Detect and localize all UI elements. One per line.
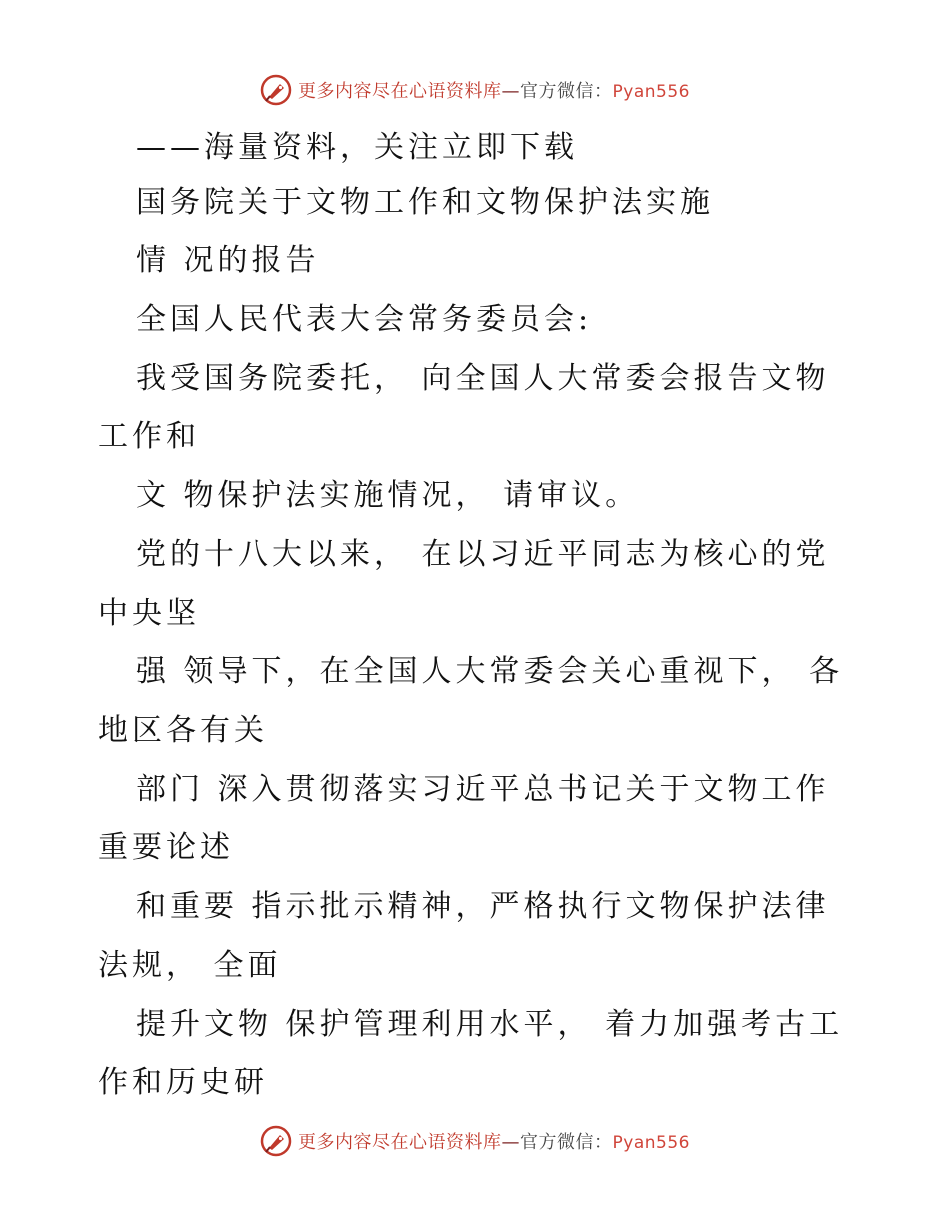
watermark-account: Pyan556 (612, 82, 690, 102)
document-title-line-1: 国务院关于文物工作和文物保护法实施 (136, 185, 714, 220)
watermark-account: Pyan556 (612, 1133, 690, 1153)
text-line: 作和历史研 (98, 1065, 268, 1100)
text-line: 党的十八大以来， 在以习近平同志为核心的党 (136, 537, 830, 572)
watermark-brand: 更多内容尽在心语资料库 (298, 81, 502, 102)
watermark-text (298, 1128, 690, 1154)
watermark-text (298, 77, 690, 103)
salutation: 全国人民代表大会常务委员会: (136, 302, 593, 337)
footer-watermark (0, 1124, 950, 1158)
pen-nib-logo-icon (260, 74, 292, 106)
document-title-line-2: 情 况的报告 (136, 243, 320, 278)
text-line: 提升文物 保护管理利用水平， 着力加强考古工 (136, 1007, 844, 1042)
text-line: 法规， 全面 (98, 948, 282, 983)
watermark-dash: — (501, 81, 521, 102)
text-line: 部门 深入贯彻落实习近平总书记关于文物工作 (136, 772, 830, 807)
text-line: 重要论述 (98, 830, 234, 865)
text-line: 工作和 (98, 419, 200, 454)
text-line: 地区各有关 (98, 713, 268, 748)
text-line: 和重要 指示批示精神，严格执行文物保护法律 (136, 889, 830, 924)
watermark-label: 官方微信： (520, 81, 613, 102)
text-line: 中央坚 (98, 596, 200, 631)
watermark-label: 官方微信： (520, 1132, 613, 1153)
text-line: 强 领导下，在全国人大常委会关心重视下， 各 (136, 654, 844, 689)
header-watermark (0, 73, 950, 107)
text-line: 我受国务院委托， 向全国人大常委会报告文物 (136, 361, 830, 396)
text-line: ——海量资料，关注立即下载 (136, 130, 578, 165)
watermark-brand: 更多内容尽在心语资料库 (298, 1132, 502, 1153)
pen-nib-logo-icon (260, 1125, 292, 1157)
watermark-dash: — (501, 1132, 521, 1153)
text-line: 文 物保护法实施情况， 请审议。 (136, 478, 640, 513)
